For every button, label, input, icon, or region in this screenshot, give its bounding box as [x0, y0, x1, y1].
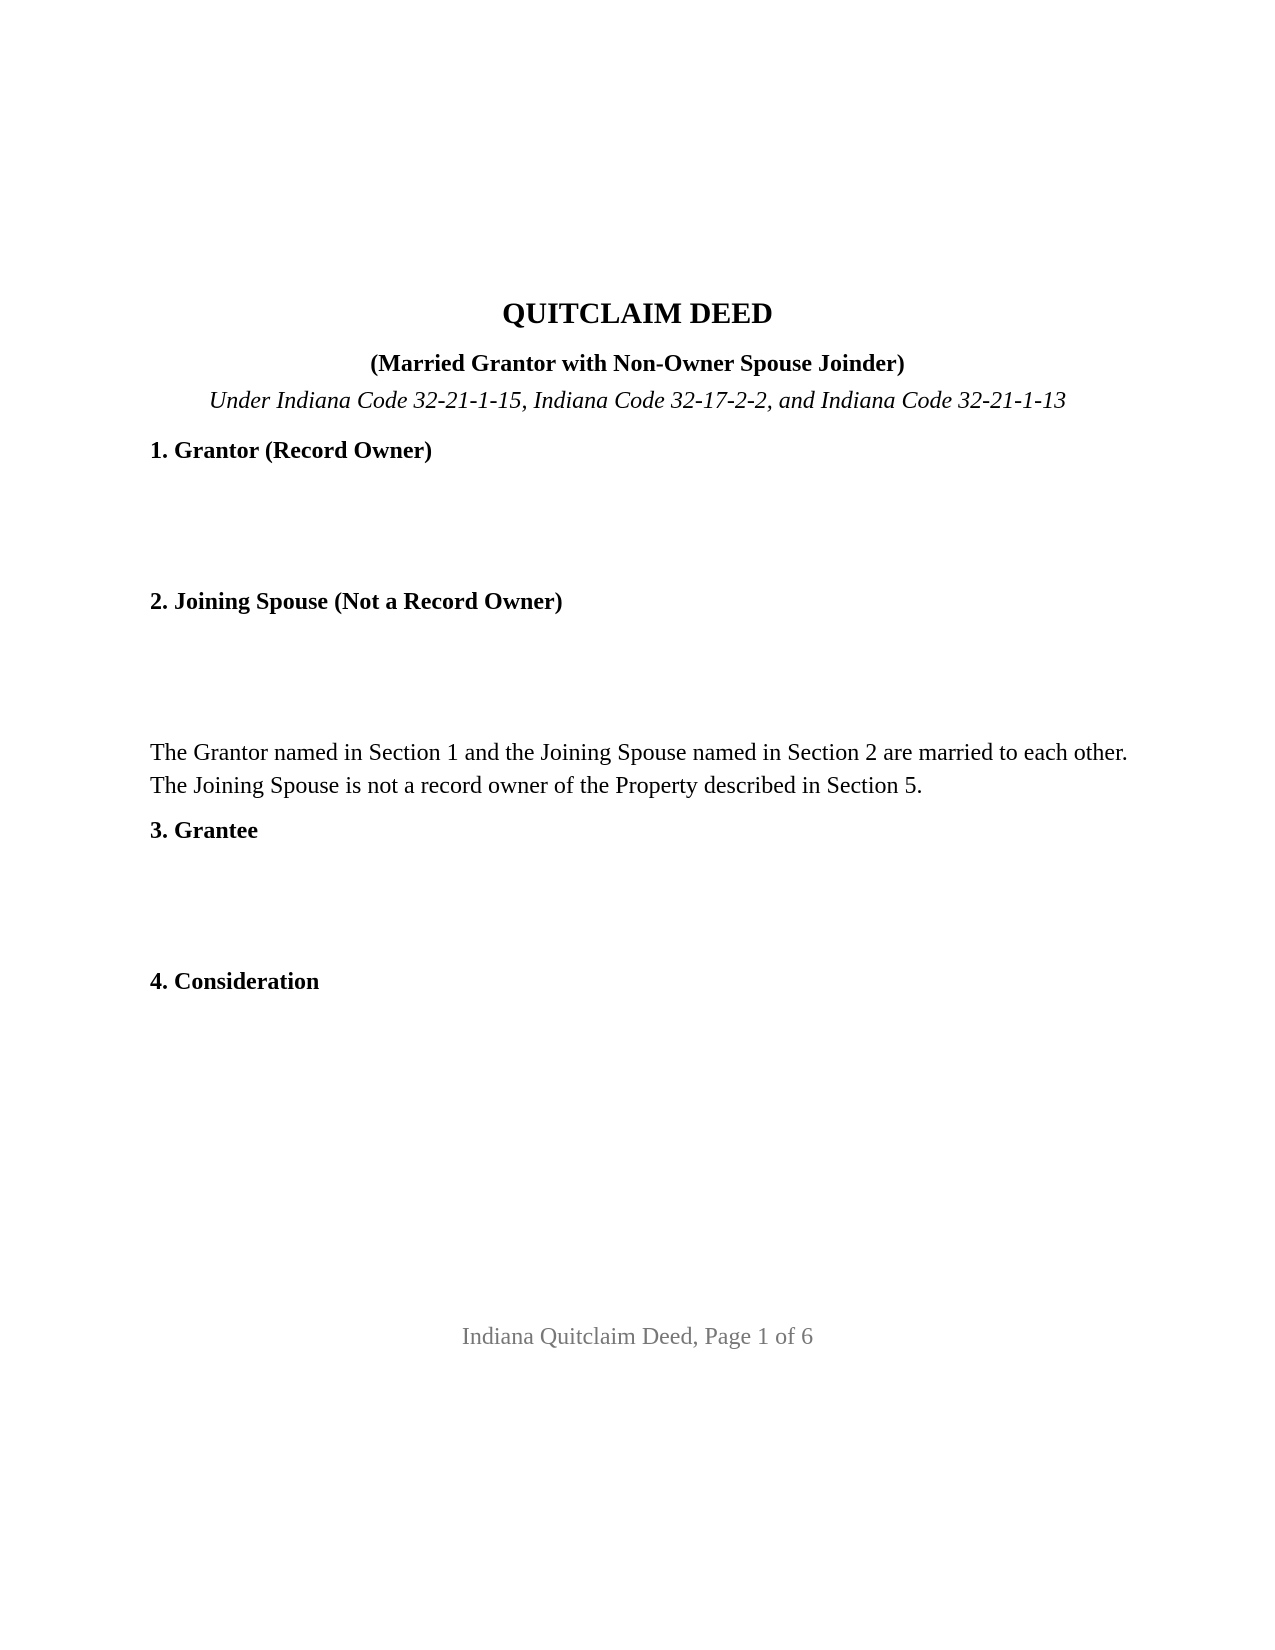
section-heading-grantee: 3. Grantee — [150, 818, 258, 844]
section-heading-joining-spouse: 2. Joining Spouse (Not a Record Owner) — [150, 589, 563, 615]
document-title: QUITCLAIM DEED — [502, 297, 773, 330]
marriage-statement-paragraph: The Grantor named in Section 1 and the Joining Spouse named in Section 2 are married to each other. The Joining Spouse is not a record owner of the Property described in Section 5. — [150, 740, 1128, 799]
statute-citation: Under Indiana Code 32-21-1-15, Indiana Code 32-17-2-2, and Indiana Code 32-21-1-13 — [208, 388, 1067, 414]
section-heading-consideration: 4. Consideration — [150, 969, 320, 995]
page-footer: Indiana Quitclaim Deed, Page 1 of 6 — [461, 1324, 814, 1350]
document-subtitle: (Married Grantor with Non-Owner Spouse Joinder) — [370, 351, 905, 377]
section-heading-grantor: 1. Grantor (Record Owner) — [150, 438, 433, 464]
